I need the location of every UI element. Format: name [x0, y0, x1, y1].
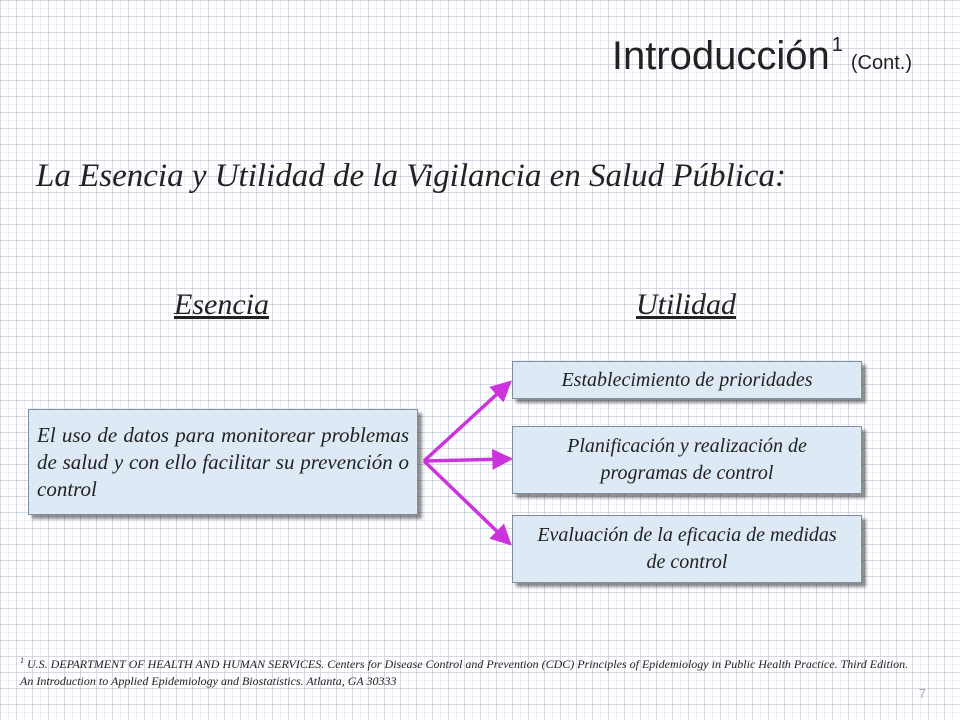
esencia-box	[28, 409, 418, 515]
planificacion-box	[512, 426, 862, 494]
footnote-text: U.S. DEPARTMENT OF HEALTH AND HUMAN SERVICES. Centers for Disease Control and Prevention (CDC) Principles of Epidemiology in Public Health Practice. Third Edition. An Introduction to Applied Epidemiology and Biostatistics. Atlanta, GA 30333	[20, 657, 909, 688]
arrow-to-planificacion	[424, 459, 508, 461]
planificacion-text: Planificación y realización de programas de control	[567, 435, 807, 484]
evaluacion-text: Evaluación de la eficacia de medidas de control	[537, 524, 837, 573]
footnote	[20, 652, 920, 690]
evaluacion-box	[512, 515, 862, 583]
esencia-text: El uso de datos para monitorear problemas de salud y con ello facilitar su prevención o control	[37, 422, 409, 501]
arrow-to-prioridades	[424, 384, 508, 461]
title-suffix: (Cont.)	[850, 52, 912, 74]
page-number: 7	[918, 686, 926, 701]
prioridades-box	[512, 361, 862, 399]
arrow-to-evaluacion	[424, 461, 508, 542]
footnote-marker: 1	[20, 656, 24, 665]
slide-title-text: Introducción	[611, 34, 830, 78]
prioridades-text: Establecimiento de prioridades	[561, 368, 813, 391]
title-footnote-marker: 1	[831, 34, 843, 56]
esencia-header: Esencia	[174, 288, 269, 321]
slide-subtitle: La Esencia y Utilidad de la Vigilancia en Salud Pública:	[36, 158, 787, 194]
utilidad-header: Utilidad	[636, 288, 737, 321]
